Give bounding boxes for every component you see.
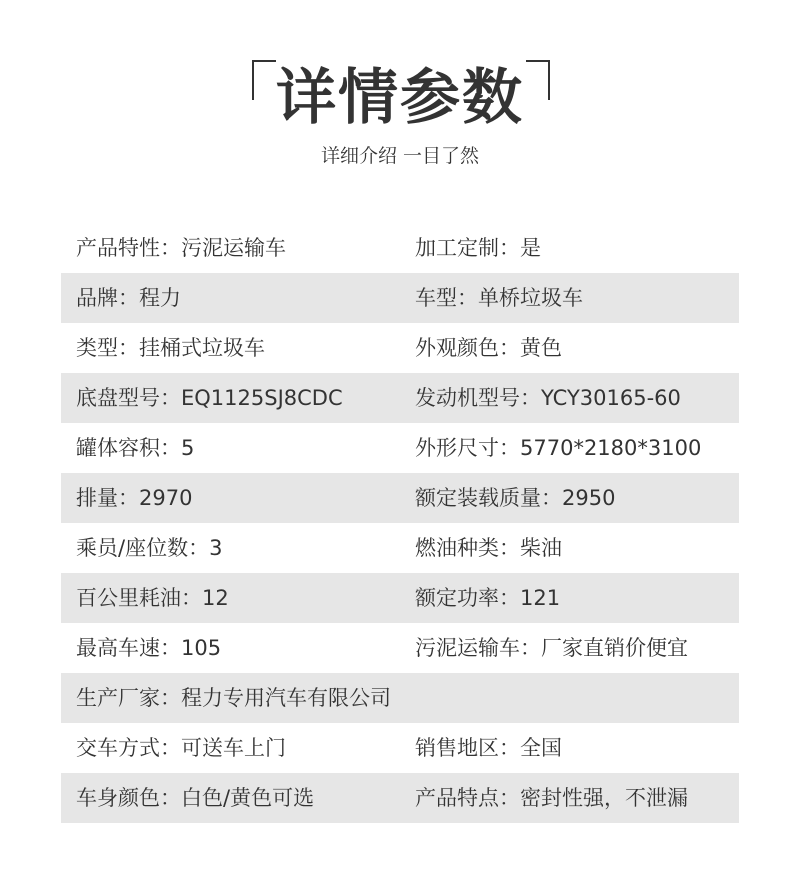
spec-cell: 底盘型号：EQ1125SJ8CDC <box>76 386 343 410</box>
spec-table <box>61 223 739 823</box>
spec-row <box>61 223 739 273</box>
spec-cell: 生产厂家：程力专用汽车有限公司 <box>76 686 391 710</box>
spec-cell: 车身颜色：白色/黄色可选 <box>76 786 315 810</box>
spec-row <box>61 473 739 523</box>
spec-cell: 额定功率：121 <box>415 586 561 610</box>
spec-row <box>61 773 739 823</box>
spec-cell: 污泥运输车：厂家直销价便宜 <box>415 636 688 660</box>
spec-cell: 产品特点：密封性强，不泄漏 <box>415 786 688 810</box>
spec-cell: 交车方式：可送车上门 <box>76 736 286 760</box>
spec-row <box>61 623 739 673</box>
spec-row <box>61 673 739 723</box>
header <box>0 0 800 200</box>
spec-row <box>61 723 739 773</box>
spec-row <box>61 273 739 323</box>
spec-row <box>61 573 739 623</box>
spec-cell: 发动机型号：YCY30165-60 <box>415 386 681 410</box>
spec-cell: 外观颜色：黄色 <box>415 336 562 360</box>
spec-row <box>61 323 739 373</box>
page-title: 详情参数 <box>276 63 524 133</box>
spec-row <box>61 523 739 573</box>
page-subtitle: 详细介绍 一目了然 <box>320 145 480 167</box>
spec-cell: 百公里耗油：12 <box>76 586 229 610</box>
spec-cell: 加工定制：是 <box>415 236 541 260</box>
spec-row <box>61 423 739 473</box>
spec-cell: 销售地区：全国 <box>415 736 562 760</box>
spec-cell: 排量：2970 <box>76 486 193 510</box>
spec-cell: 额定装载质量：2950 <box>415 486 616 510</box>
spec-cell: 类型：挂桶式垃圾车 <box>76 336 265 360</box>
spec-cell: 品牌：程力 <box>76 286 181 310</box>
spec-cell: 车型：单桥垃圾车 <box>415 286 583 310</box>
spec-cell: 最高车速：105 <box>76 636 222 660</box>
spec-cell: 外形尺寸：5770*2180*3100 <box>415 436 702 460</box>
spec-row <box>61 373 739 423</box>
spec-cell: 罐体容积：5 <box>76 436 195 460</box>
spec-cell: 产品特性：污泥运输车 <box>76 236 286 260</box>
spec-cell: 乘员/座位数：3 <box>76 536 223 560</box>
spec-cell: 燃油种类：柴油 <box>415 536 562 560</box>
